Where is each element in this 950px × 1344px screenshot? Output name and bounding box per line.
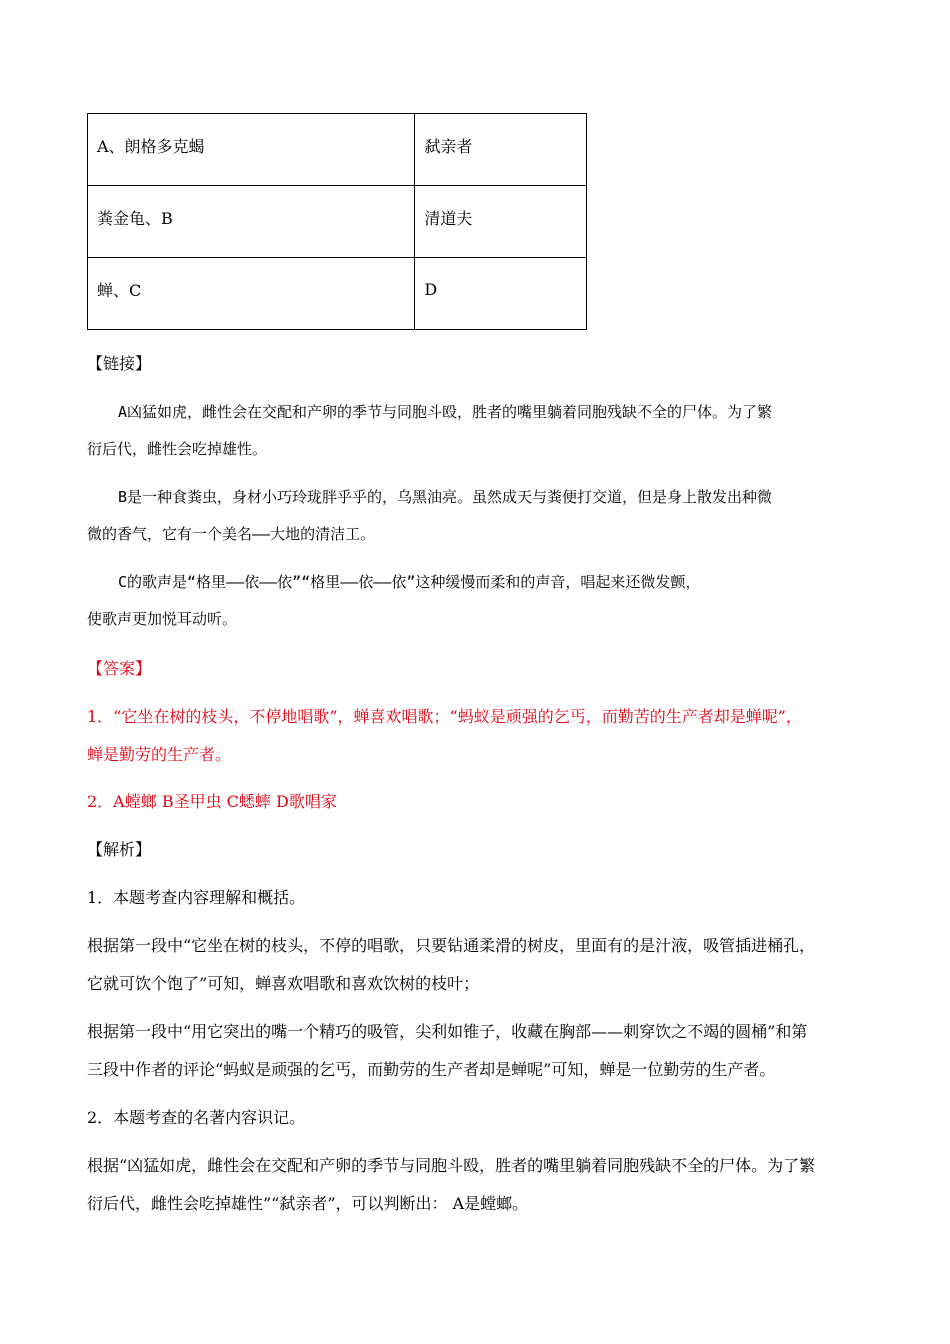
table-cell: 粪金龟、B — [88, 186, 415, 258]
link-paragraph-2-line-1: B是一种食粪虫，身材小巧玲珑胖乎乎的，乌黑油亮。虽然成天与粪便打交道，但是身上散发出种微 — [118, 488, 773, 506]
table-cell: 弑亲者 — [415, 114, 587, 186]
answer-1-line-1: 1．“它坐在树的枝头，不停地唱歌”，蝉喜欢唱歌；“蚂蚁是顽强的乞丐，而勤苦的生产者却是蝉呢”， — [87, 707, 802, 726]
analysis-section-2-title: 2．本题考查的名著内容识记。 — [87, 1108, 306, 1127]
answer-1-line-2: 蝉是勤劳的生产者。 — [87, 745, 232, 764]
link-heading: 【链接】 — [87, 354, 152, 373]
link-paragraph-3-line-1: C的歌声是“格里——依——依”“格里——依——依”这种缓慢而柔和的声音，唱起来还微发颤， — [118, 573, 701, 591]
matching-table — [87, 113, 587, 330]
table-cell: 清道夫 — [415, 186, 587, 258]
answer-heading: 【答案】 — [87, 659, 152, 678]
link-paragraph-3-line-2: 使歌声更加悦耳动听。 — [87, 610, 238, 628]
link-paragraph-2-line-2: 微的香气，它有一个美名——大地的清洁工。 — [87, 525, 376, 543]
analysis-section-2-para-1-line-1: 根据“凶猛如虎，雌性会在交配和产卵的季节与同胞斗殴，胜者的嘴里躺着同胞残缺不全的尸体。为了繁 — [87, 1156, 816, 1175]
analysis-section-2-para-1-line-2: 衍后代，雌性会吃掉雄性”“弑亲者”，可以判断出： A是螳螂。 — [87, 1194, 529, 1213]
table-cell: D — [415, 258, 587, 330]
analysis-section-1-para-1-line-2: 它就可饮个饱了”可知，蝉喜欢唱歌和喜欢饮树的枝叶； — [87, 974, 480, 993]
table-row — [88, 114, 587, 186]
analysis-heading: 【解析】 — [87, 840, 152, 859]
table-row — [88, 186, 587, 258]
analysis-section-1-para-1-line-1: 根据第一段中“它坐在树的枝头，不停的唱歌，只要钻通柔滑的树皮，里面有的是汁液，吸管插进桶孔， — [87, 936, 816, 955]
analysis-section-1-para-2-line-1: 根据第一段中“用它突出的嘴一个精巧的吸管，尖利如锥子，收藏在胸部——刺穿饮之不竭的圆桶”和第 — [87, 1022, 808, 1041]
link-paragraph-1-line-1: A凶猛如虎，雌性会在交配和产卵的季节与同胞斗殴，胜者的嘴里躺着同胞残缺不全的尸体。为了繁 — [118, 403, 773, 421]
table-cell: 蝉、C — [88, 258, 415, 330]
answer-2: 2．A螳螂 B圣甲虫 C蟋蟀 D歌唱家 — [87, 792, 337, 811]
link-paragraph-1-line-2: 衍后代，雌性会吃掉雄性。 — [87, 440, 268, 458]
analysis-section-1-para-2-line-2: 三段中作者的评论“蚂蚁是顽强的乞丐，而勤劳的生产者却是蝉呢”可知，蝉是一位勤劳的生产者。 — [87, 1060, 776, 1079]
analysis-section-1-title: 1．本题考查内容理解和概括。 — [87, 888, 306, 907]
table-row — [88, 258, 587, 330]
table-cell: A、朗格多克蝎 — [88, 114, 415, 186]
